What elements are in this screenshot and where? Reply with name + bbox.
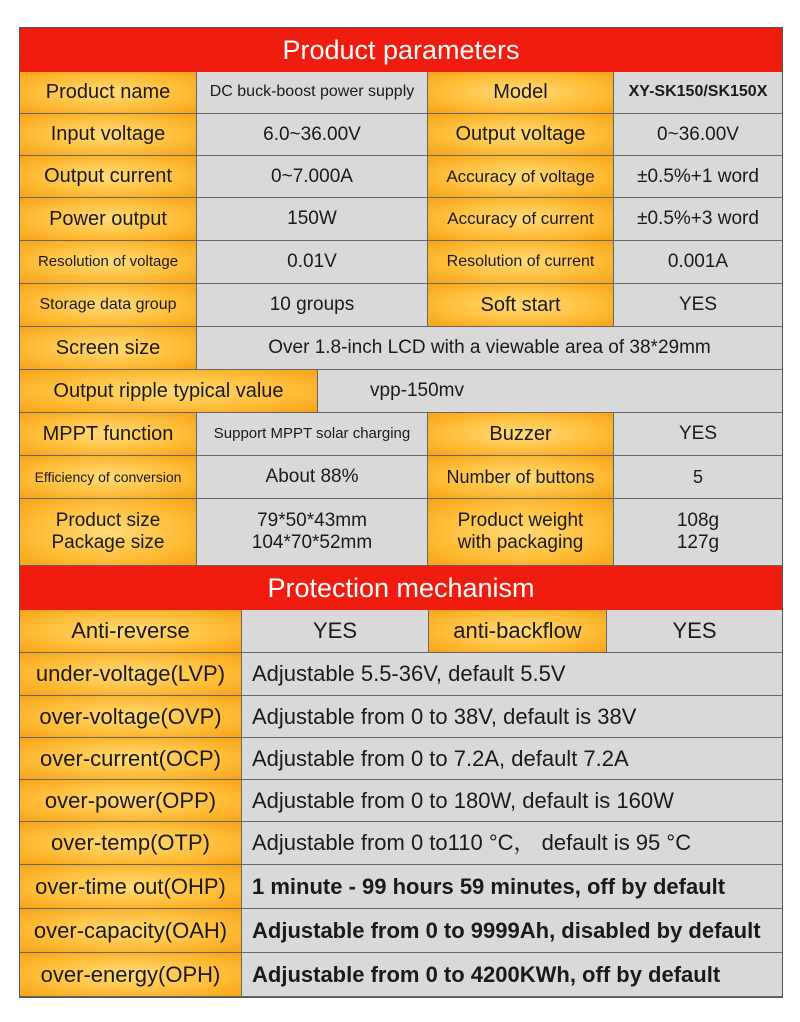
param-row <box>20 72 782 114</box>
protection-label: over-voltage(OVP) <box>20 696 242 738</box>
soft-start-label: Soft start <box>428 284 614 327</box>
package-size-label: Package size <box>51 532 165 553</box>
protection-row <box>20 610 782 653</box>
power-output-value: 150W <box>197 198 428 241</box>
accuracy-current-value: ±0.5%+3 word <box>614 198 782 241</box>
anti-reverse-label: Anti-reverse <box>20 610 242 653</box>
protection-row <box>20 909 782 953</box>
protection-label: over-energy(OPH) <box>20 953 242 997</box>
product-weight-label: Product weight <box>457 510 584 532</box>
screen-size-value: Over 1.8-inch LCD with a viewable area of 38*29mm <box>197 327 782 370</box>
protection-label: over-power(OPP) <box>20 780 242 822</box>
param-row <box>20 156 782 198</box>
param-row <box>20 370 782 413</box>
protection-value: 1 minute - 99 hours 59 minutes, off by default <box>242 865 782 909</box>
buzzer-label: Buzzer <box>428 413 614 456</box>
protection-value: Adjustable 5.5-36V, default 5.5V <box>242 653 782 696</box>
protection-value: Adjustable from 0 to 7.2A, default 7.2A <box>242 738 782 780</box>
output-current-label: Output current <box>20 156 197 198</box>
protection-row <box>20 953 782 997</box>
product-size-label: Product size <box>55 510 161 532</box>
anti-reverse-value: YES <box>242 610 429 653</box>
mppt-value: Support MPPT solar charging <box>197 413 428 456</box>
param-row <box>20 499 782 566</box>
input-voltage-value: 6.0~36.00V <box>197 114 428 156</box>
weight-labels <box>428 499 614 566</box>
protection-row <box>20 865 782 909</box>
product-size-value: 79*50*43mm <box>257 510 367 532</box>
power-output-label: Power output <box>20 198 197 241</box>
spec-sheet <box>19 27 783 998</box>
product-name-value: DC buck-boost power supply <box>197 72 428 114</box>
param-row <box>20 456 782 499</box>
accuracy-current-label: Accuracy of current <box>428 198 614 241</box>
product-parameters-title: Product parameters <box>20 28 782 72</box>
product-weight-value: 108g <box>676 510 720 532</box>
with-packaging-label: with packaging <box>457 532 584 553</box>
protection-label: over-capacity(OAH) <box>20 909 242 953</box>
protection-label: over-time out(OHP) <box>20 865 242 909</box>
mppt-label: MPPT function <box>20 413 197 456</box>
output-voltage-value: 0~36.00V <box>614 114 782 156</box>
soft-start-value: YES <box>614 284 782 327</box>
size-labels <box>20 499 197 566</box>
output-voltage-label: Output voltage <box>428 114 614 156</box>
efficiency-value: About 88% <box>197 456 428 499</box>
storage-label: Storage data group <box>20 284 197 327</box>
protection-row <box>20 780 782 822</box>
anti-backflow-value: YES <box>607 610 782 653</box>
storage-value: 10 groups <box>197 284 428 327</box>
screen-size-label: Screen size <box>20 327 197 370</box>
output-current-value: 0~7.000A <box>197 156 428 198</box>
protection-value: Adjustable from 0 to 9999Ah, disabled by default <box>242 909 782 953</box>
protection-row <box>20 822 782 865</box>
weight-values <box>614 499 782 566</box>
size-values <box>197 499 428 566</box>
protection-label: over-current(OCP) <box>20 738 242 780</box>
protection-row <box>20 738 782 780</box>
resolution-voltage-value: 0.01V <box>197 241 428 284</box>
param-row <box>20 413 782 456</box>
protection-value: Adjustable from 0 to 38V, default is 38V <box>242 696 782 738</box>
buttons-label: Number of buttons <box>428 456 614 499</box>
package-weight-value: 127g <box>676 532 720 553</box>
model-label: Model <box>428 72 614 114</box>
ripple-value: vpp-150mv <box>318 370 782 413</box>
protection-value: Adjustable from 0 to 4200KWh, off by default <box>242 953 782 997</box>
resolution-voltage-label: Resolution of voltage <box>20 241 197 284</box>
protection-mechanism-title: Protection mechanism <box>20 566 782 610</box>
protection-row <box>20 653 782 696</box>
accuracy-voltage-label: Accuracy of voltage <box>428 156 614 198</box>
buttons-value: 5 <box>614 456 782 499</box>
input-voltage-label: Input voltage <box>20 114 197 156</box>
param-row <box>20 114 782 156</box>
accuracy-voltage-value: ±0.5%+1 word <box>614 156 782 198</box>
model-value: XY-SK150/SK150X <box>614 72 782 114</box>
param-row <box>20 327 782 370</box>
resolution-current-value: 0.001A <box>614 241 782 284</box>
efficiency-label: Efficiency of conversion <box>20 456 197 499</box>
ripple-label: Output ripple typical value <box>20 370 318 413</box>
param-row <box>20 198 782 241</box>
resolution-current-label: Resolution of current <box>428 241 614 284</box>
buzzer-value: YES <box>614 413 782 456</box>
package-size-value: 104*70*52mm <box>251 532 373 553</box>
param-row <box>20 241 782 284</box>
protection-label: under-voltage(LVP) <box>20 653 242 696</box>
anti-backflow-label: anti-backflow <box>429 610 607 653</box>
protection-value: Adjustable from 0 to110 °C， default is 95 °C <box>242 822 782 865</box>
param-row <box>20 284 782 327</box>
product-name-label: Product name <box>20 72 197 114</box>
protection-value: Adjustable from 0 to 180W, default is 160W <box>242 780 782 822</box>
protection-label: over-temp(OTP) <box>20 822 242 865</box>
protection-row <box>20 696 782 738</box>
